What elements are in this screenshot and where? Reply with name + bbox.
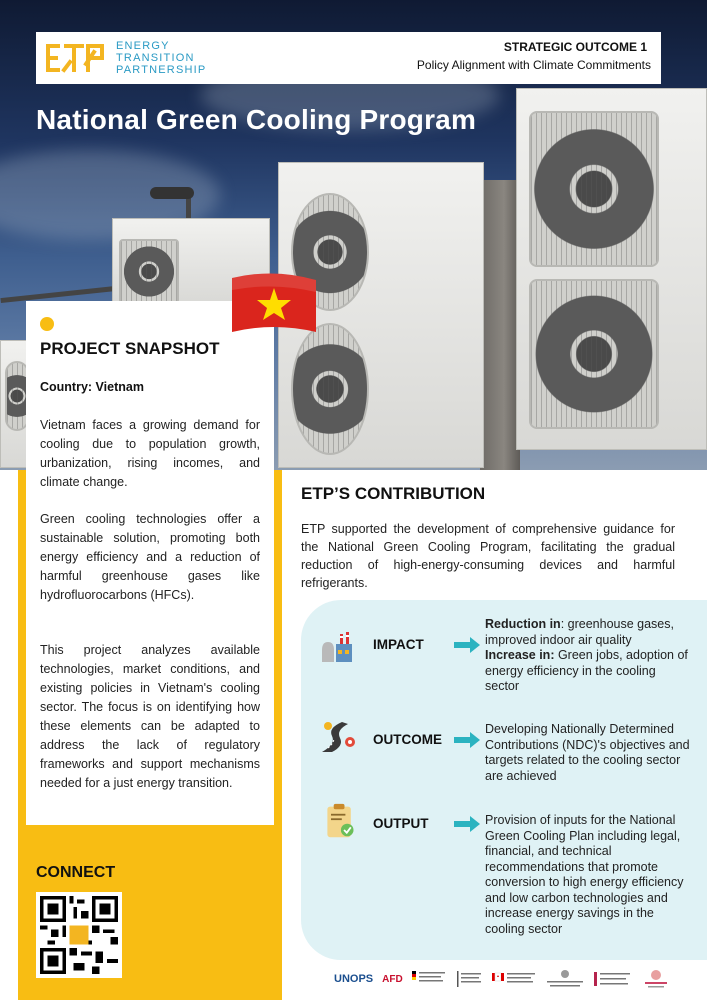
strategic-outcome-subtitle: Policy Alignment with Climate Commitments <box>416 58 651 72</box>
road-pin-icon <box>320 718 356 754</box>
sequoia-logo <box>643 968 669 990</box>
outcome-text: Developing Nationally Determined Contributions (NDC)'s objectives and targets related to the cooling sector are achieved <box>485 722 690 783</box>
vietnam-flag-icon <box>228 272 320 338</box>
snapshot-paragraph-3: This project analyzes available technologies, market conditions, and existing policies in Vietnam's cooling sector. The focus is on identifying how these elements can be adapted to address the lack of regulatory frameworks and support mechanisms needed for a just energy transition. <box>40 643 260 790</box>
unops-logo: UNOPS <box>334 973 374 985</box>
childrens-investment-fund-logo <box>594 969 634 989</box>
arrow-right-icon <box>454 637 480 653</box>
connect-heading: CONNECT <box>36 864 116 881</box>
snapshot-paragraph-2: Green cooling technologies offer a sustainable solution, promoting both energy efficiency and a reduction of harmful greenhouse gases like hydrofluorocarbons (HFCs). <box>40 512 260 602</box>
country-label: Country: Vietnam <box>40 380 144 394</box>
impact-text <box>485 617 690 695</box>
impact-increase-text: Green jobs, adoption of energy efficiency in the cooling sector <box>485 648 688 693</box>
snapshot-paragraph-1: Vietnam faces a growing demand for cooling due to population growth, urbanization, rising incomes, and climate change. <box>40 418 260 489</box>
output-label: OUTPUT <box>373 816 429 831</box>
logo-line-2: TRANSITION <box>116 52 195 64</box>
logo-wordmark <box>116 40 206 76</box>
germany-ministry-logo <box>412 969 448 989</box>
impact-reduction-text: : greenhouse gases, improved indoor air quality <box>485 617 674 647</box>
australia-government-logo <box>545 968 585 990</box>
logo-line-1: ENERGY <box>116 40 170 52</box>
impact-increase-label: Increase in: <box>485 648 555 662</box>
impact-reduction-label: Reduction in <box>485 617 561 631</box>
etp-logo-icon <box>46 40 108 76</box>
partner-logos <box>334 964 704 994</box>
logo-bar <box>36 32 661 84</box>
project-snapshot-card <box>26 301 274 825</box>
output-text: Provision of inputs for the National Green Cooling Plan including legal, financial, and technical recommendations that promote conversion to high energy efficiency and low carbon technologies and increase energy savings in the cooling sector <box>485 813 684 936</box>
clipboard-check-icon <box>322 803 358 839</box>
arrow-right-icon <box>454 732 480 748</box>
qr-code-icon <box>40 896 118 974</box>
strategic-outcome-title: STRATEGIC OUTCOME 1 <box>503 40 647 54</box>
snapshot-heading: PROJECT SNAPSHOT <box>40 339 220 358</box>
impact-label: IMPACT <box>373 637 424 652</box>
afd-logo: AFD <box>382 973 403 985</box>
qr-code[interactable] <box>36 892 122 978</box>
arrow-right-icon <box>454 816 480 832</box>
logo-line-3: PARTNERSHIP <box>116 64 207 76</box>
etp-contribution-heading: ETP’S CONTRIBUTION <box>301 484 486 503</box>
page-title: National Green Cooling Program <box>36 104 477 135</box>
etp-contribution-text: ETP supported the development of comprehensive guidance for the National Green Cooling Program, facilitating the gradual reduction of high-energy-consuming devices and harmful refrigerants. <box>301 522 675 590</box>
factory-icon <box>320 628 356 664</box>
outcome-label: OUTCOME <box>373 732 442 747</box>
accent-dot <box>40 317 54 331</box>
uk-department-logo <box>457 969 483 989</box>
ac-unit-right <box>516 88 707 450</box>
canada-logo <box>492 969 536 989</box>
